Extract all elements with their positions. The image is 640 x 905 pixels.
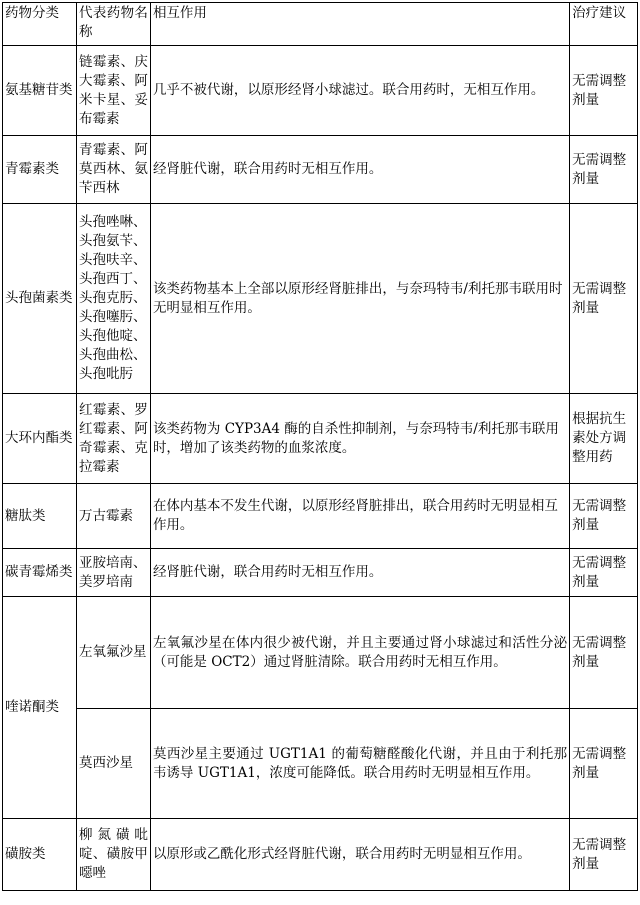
table-row	[3, 204, 638, 394]
category-cell: 氨基糖苷类	[3, 46, 77, 136]
drugs-cell: 柳氮磺吡啶、磺胺甲噁唑	[76, 819, 150, 891]
interaction-cell: 该类药物为 CYP3A4 酶的自杀性抑制剂，与奈玛特韦/利托那韦联用时，增加了该类药物的血浆浓度。	[150, 394, 569, 484]
category-cell: 糖肽类	[3, 484, 77, 549]
header-drugs: 代表药物名称	[76, 3, 150, 46]
table-row	[3, 597, 638, 709]
advice-cell: 无需调整剂量	[570, 549, 638, 597]
header-advice: 治疗建议	[570, 3, 638, 46]
advice-cell: 无需调整剂量	[570, 819, 638, 891]
category-cell: 喹诺酮类	[3, 597, 77, 819]
drugs-cell: 红霉素、罗红霉素、阿奇霉素、克拉霉素	[76, 394, 150, 484]
advice-cell: 无需调整剂量	[570, 484, 638, 549]
table-row	[3, 709, 638, 819]
advice-cell: 无需调整剂量	[570, 204, 638, 394]
header-interaction: 相互作用	[150, 3, 569, 46]
table-row	[3, 46, 638, 136]
interaction-cell: 左氧氟沙星在体内很少被代谢，并且主要通过肾小球滤过和活性分泌（可能是 OCT2）通过肾脏清除。联合用药时无相互作用。	[150, 597, 569, 709]
drugs-cell: 左氧氟沙星	[76, 597, 150, 709]
category-cell: 磺胺类	[3, 819, 77, 891]
interaction-cell: 几乎不被代谢，以原形经肾小球滤过。联合用药时，无相互作用。	[150, 46, 569, 136]
drugs-cell: 莫西沙星	[76, 709, 150, 819]
interaction-cell: 经肾脏代谢，联合用药时无相互作用。	[150, 136, 569, 204]
drug-interaction-table	[2, 2, 638, 891]
drugs-cell: 头孢唑啉、头孢氨苄、头孢呋辛、头孢西丁、头孢克肟、头孢噻肟、头孢他啶、头孢曲松、头孢吡肟	[76, 204, 150, 394]
category-cell: 碳青霉烯类	[3, 549, 77, 597]
advice-cell: 无需调整剂量	[570, 46, 638, 136]
drugs-cell: 青霉素、阿莫西林、氨苄西林	[76, 136, 150, 204]
drugs-cell: 亚胺培南、美罗培南	[76, 549, 150, 597]
category-cell: 头孢菌素类	[3, 204, 77, 394]
advice-cell: 无需调整剂量	[570, 597, 638, 709]
interaction-cell: 以原形或乙酰化形式经肾脏代谢，联合用药时无明显相互作用。	[150, 819, 569, 891]
advice-cell: 无需调整剂量	[570, 709, 638, 819]
category-cell: 青霉素类	[3, 136, 77, 204]
table-row	[3, 394, 638, 484]
interaction-cell: 莫西沙星主要通过 UGT1A1 的葡萄糖醛酸化代谢，并且由于利托那韦诱导 UGT1A1，浓度可能降低。联合用药时无明显相互作用。	[150, 709, 569, 819]
table-row	[3, 484, 638, 549]
advice-cell: 无需调整剂量	[570, 136, 638, 204]
interaction-cell: 在体内基本不发生代谢，以原形经肾脏排出，联合用药时无明显相互作用。	[150, 484, 569, 549]
header-row	[3, 3, 638, 46]
interaction-cell: 经肾脏代谢，联合用药时无相互作用。	[150, 549, 569, 597]
drugs-cell: 万古霉素	[76, 484, 150, 549]
category-cell: 大环内酯类	[3, 394, 77, 484]
table-row	[3, 136, 638, 204]
table-row	[3, 549, 638, 597]
header-category: 药物分类	[3, 3, 77, 46]
interaction-cell: 该类药物基本上全部以原形经肾脏排出，与奈玛特韦/利托那韦联用时无明显相互作用。	[150, 204, 569, 394]
table-row	[3, 819, 638, 891]
drugs-cell: 链霉素、庆大霉素、阿米卡星、妥布霉素	[76, 46, 150, 136]
advice-cell: 根据抗生素处方调整用药	[570, 394, 638, 484]
